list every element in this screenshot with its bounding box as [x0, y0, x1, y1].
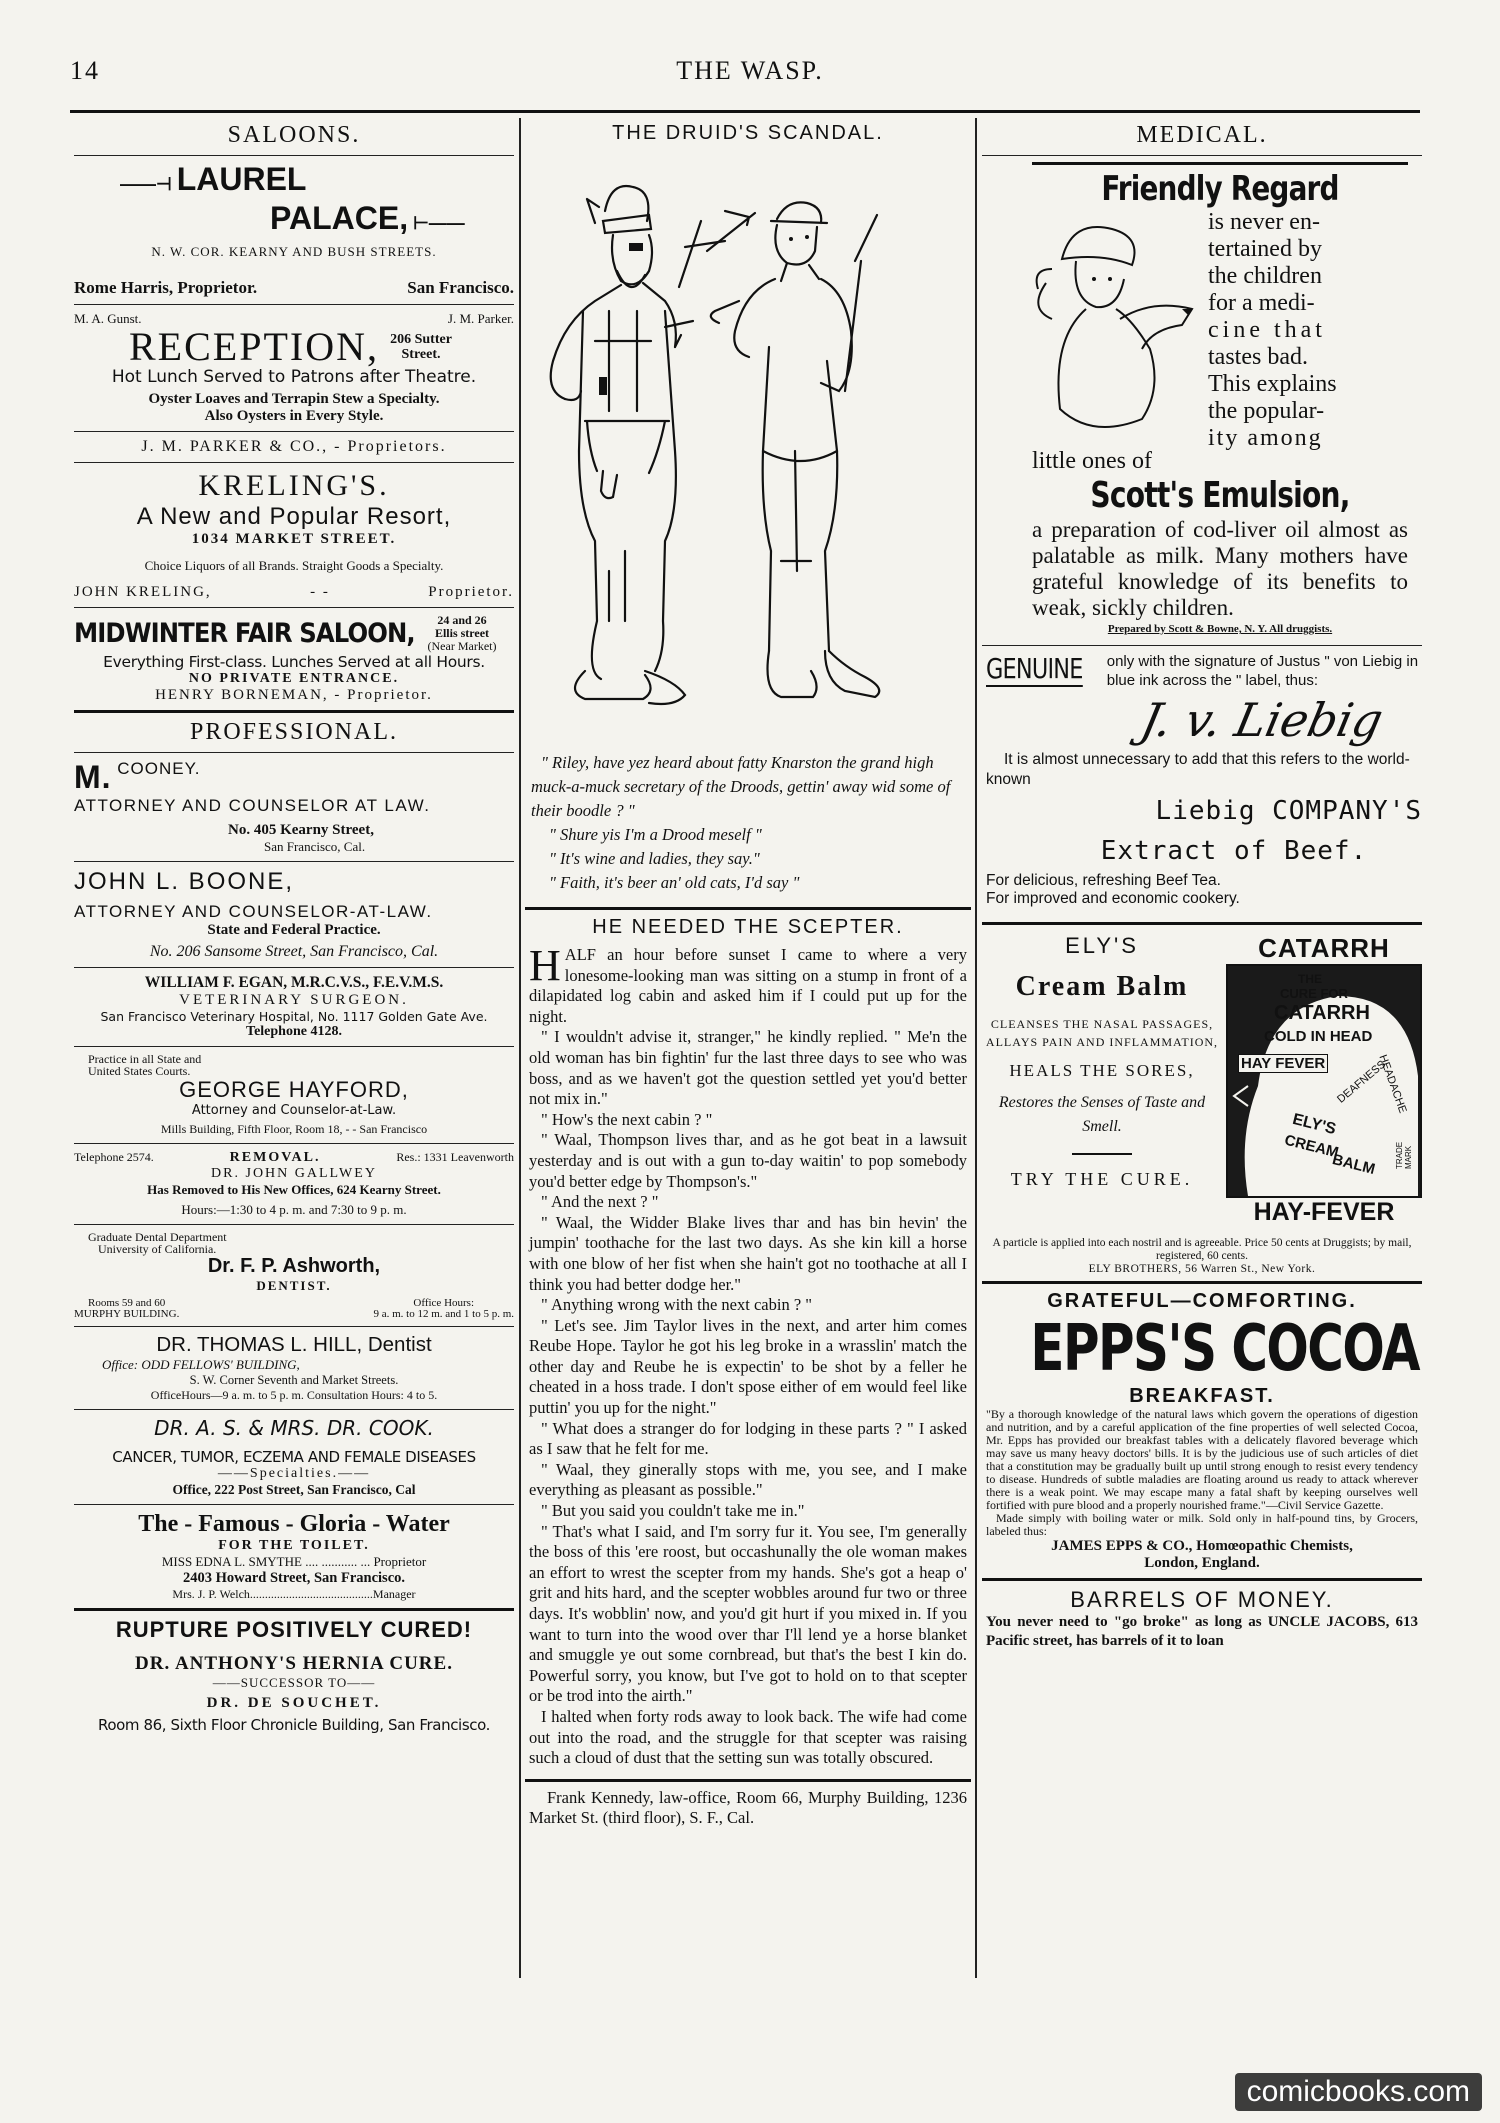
gloria-name: The - Famous - Gloria - Water — [138, 1511, 450, 1537]
midwinter-address-2: Ellis street — [434, 626, 490, 640]
elys-box-cream: CREAM — [1282, 1131, 1341, 1162]
laurel-city: San Francisco. — [407, 278, 514, 297]
cooney-name: COONEY. — [117, 759, 201, 778]
divider — [982, 1281, 1422, 1284]
hayford-title: Attorney and Counselor-at-Law. — [191, 1103, 397, 1118]
reception-line-1: Hot Lunch Served to Patrons after Theatre. — [111, 367, 477, 387]
cartoon-illustration — [525, 151, 971, 751]
gallwey-phone: Telephone 2574. — [74, 1150, 154, 1164]
watermark: comicbooks.com — [1235, 2073, 1482, 2111]
gallwey-res: Res.: 1331 Leavenworth — [396, 1150, 514, 1164]
reception-address: 206 Sutter Street. — [390, 332, 452, 362]
kreling-dashes: - - — [310, 584, 330, 600]
gloria-address: 2403 Howard Street, San Francisco. — [182, 1570, 406, 1586]
laurel-name-2: PALACE, — [270, 200, 409, 236]
story-para-1: ALF an hour before sunset I came to where a very lonesome-looking man was sitting on a stump in front of a dilapidated log cabin and asked him if I could put up for the night. — [529, 945, 967, 1026]
midwinter-proprietor: HENRY BORNEMAN, - Proprietor. — [155, 687, 433, 703]
caption-line-4: " Faith, it's beer an' old cats, I'd say " — [549, 873, 800, 892]
elys-box-elys: ELY'S — [1290, 1110, 1338, 1139]
cook-name: DR. A. S. & MRS. DR. COOK. — [154, 1416, 434, 1440]
story-para-8: " Let's see. Jim Taylor lives in the next, and arter him comes Reube Hope. Taylor he got his leg broke in a wrasslin' match the other day and Reube he is expectin' to be shot by a feller he cheated in a hoss trade. I don't spose either of em would feel like puttin' you up for the night." — [529, 1315, 967, 1418]
divider — [74, 861, 514, 862]
divider — [525, 1779, 971, 1782]
ashworth-rooms-2: MURPHY BUILDING. — [74, 1308, 180, 1320]
gloria-for: FOR THE TOILET. — [218, 1538, 370, 1553]
divider — [74, 1409, 514, 1410]
gallwey-line-1: Has Removed to His New Offices, 624 Kearny Street. — [147, 1182, 441, 1197]
story-para-11: " But you said you couldn't take me in." — [541, 1501, 805, 1521]
story-para-10: " Waal, they ginerally stops with me, you see, and I make everything as pleasant as possible." — [529, 1459, 967, 1500]
epps-name: EPPS'S COCOA — [1030, 1312, 1419, 1386]
ashworth-name: Dr. F. P. Ashworth, — [207, 1255, 381, 1277]
rupture-successor: ——SUCCESSOR TO—— — [212, 1675, 376, 1690]
ad-cooney — [74, 759, 514, 855]
hill-address: S. W. Corner Seventh and Market Streets. — [189, 1373, 399, 1387]
divider — [74, 462, 514, 463]
kreling-tagline: A New and Popular Resort, — [136, 503, 452, 530]
scott-line-after: little ones of — [1032, 448, 1152, 474]
boone-line-1: State and Federal Practice. — [207, 922, 381, 938]
story-para-3: " How's the next cabin ? " — [541, 1109, 713, 1129]
laurel-proprietor: Rome Harris, Proprietor. — [74, 278, 258, 297]
elys-box-catarrh: CATARRH — [1274, 1002, 1370, 1024]
liebig-note: only with the signature of Justus " von Liebig in blue ink across the " label, thus: — [1106, 653, 1419, 689]
ad-gloria-water — [74, 1511, 514, 1602]
reception-left-name: M. A. Gunst. — [74, 311, 142, 326]
epps-head: GRATEFUL—COMFORTING. — [1047, 1290, 1357, 1312]
liebig-genuine: GENUINE — [986, 652, 1083, 685]
divider — [74, 967, 514, 968]
liebig-line-3: For improved and economic cookery. — [986, 890, 1240, 907]
ad-barrels-of-money — [982, 1587, 1422, 1651]
divider — [74, 607, 514, 608]
cook-line-3: Office, 222 Post Street, San Francisco, Cal — [172, 1482, 416, 1497]
hayford-name: GEORGE HAYFORD, — [179, 1077, 409, 1102]
scott-line-1: is never en- — [1208, 209, 1320, 235]
boone-name: JOHN L. BOONE, — [74, 868, 295, 895]
scott-line-6: tastes bad. — [1208, 344, 1308, 370]
elys-restores: Restores the Senses of Taste and Smell. — [998, 1094, 1206, 1135]
gallwey-removal: REMOVAL. — [229, 1150, 321, 1165]
divider — [74, 1608, 514, 1611]
elys-name: Cream Balm — [1015, 971, 1189, 1002]
elys-try: TRY THE CURE. — [1010, 1169, 1194, 1189]
divider — [982, 1578, 1422, 1581]
story-para-12: " That's what I said, and I'm sorry fur it. You see, I'm generally the boss of this 'ere roost, but occashunally the ole woman makes an effort to wrest the scepter from my hands. She's got a heap o' grit and hits hard, and the scepter wobbles around fur two or three days. It's wobblin' now, and you'd git hurt if you mixed in. If you want to turn into the wood over thar I'll lend ye a horse blanket and smuggle ye out some cornbread, but that's the best I kin do. Powerful sorry, you know, but I've got to hold on to that scepter or be trod into the airth." — [529, 1521, 967, 1706]
ad-laurel-palace: ——⊣ LAUREL PALACE, ⊢—— N. W. COR. KEARNY AND BUSH STREETS. Rome Harris, Proprietor. San Francisco. — [74, 161, 514, 297]
elys-box-bottom: HAY-FEVER — [1253, 1198, 1395, 1226]
publication-title: THE WASP. — [676, 56, 824, 85]
scepter-head: HE NEEDED THE SCEPTER. — [592, 916, 904, 938]
hayford-note-2: United States Courts. — [88, 1064, 191, 1078]
liebig-line-2: For delicious, refreshing Beef Tea. — [986, 872, 1221, 889]
ad-ashworth — [74, 1231, 514, 1320]
kreling-note: Choice Liquors of all Brands. Straight Goods a Specialty. — [144, 558, 444, 573]
scott-line-4: for a medi- — [1208, 290, 1315, 316]
ashworth-note-2: University of California. — [98, 1242, 217, 1256]
liebig-signature: J. v. Liebig — [1136, 693, 1388, 747]
divider — [74, 710, 514, 713]
column-druid-scandal — [525, 118, 971, 1998]
rupture-address: Room 86, Sixth Floor Chronicle Building, San Francisco. — [98, 1716, 490, 1734]
divider — [74, 1046, 514, 1047]
elys-box-price: 50c — [1378, 1172, 1400, 1187]
epps-city: London, England. — [1144, 1555, 1260, 1571]
divider — [74, 1143, 514, 1144]
gallwey-hours: Hours:—1:30 to 4 p. m. and 7:30 to 9 p. m. — [181, 1202, 407, 1217]
elys-box-headache: HEADACHE — [1376, 1053, 1409, 1115]
cartoon-caption — [525, 751, 971, 895]
divider — [982, 155, 1422, 156]
egan-address: San Francisco Veterinary Hospital, No. 1117 Golden Gate Ave. — [100, 1009, 488, 1024]
story-para-13: I halted when forty rods away to look back. The wife had come out into the road, and the struggle for that scepter was raising such a cloud of dust that the setting sun was totally obscured. — [529, 1706, 967, 1768]
epps-maker: JAMES EPPS & CO., Homœopathic Chemists, — [1051, 1538, 1353, 1554]
ashworth-rooms-1: Rooms 59 and 60 — [88, 1297, 166, 1309]
ad-egan — [74, 974, 514, 1040]
kreling-proprietor-name: JOHN KRELING, — [74, 584, 212, 600]
elys-box-cure: CURE FOR — [1280, 986, 1348, 1001]
elys-box-deaf: DEAFNESS — [1335, 1058, 1389, 1106]
ad-midwinter-fair — [74, 614, 514, 704]
caption-line-1: " Riley, have yez heard about fatty Knarston the grand high muck-a-muck secretary of the Droods, gettin' away wid some of their boodle ? " — [531, 753, 951, 820]
epps-body-2: Made simply with boiling water or milk. Sold only in half-pound tins, by Grocers, labeled thus: — [986, 1511, 1418, 1538]
ashworth-note-1: Graduate Dental Department — [88, 1230, 227, 1244]
epps-sub: BREAKFAST. — [1129, 1385, 1275, 1407]
elys-box-hay: HAY FEVER — [1238, 1054, 1328, 1073]
story-initial: H — [529, 941, 561, 990]
ashworth-hours-2: 9 a. m. to 12 m. and 1 to 5 p. m. — [373, 1308, 514, 1320]
egan-phone: Telephone 4128. — [246, 1024, 342, 1039]
ad-hayford — [74, 1053, 514, 1137]
kreling-proprietor-title: Proprietor. — [428, 584, 514, 600]
column-divider-1 — [519, 118, 521, 1978]
page-number: 14 — [70, 56, 100, 85]
cooney-initial: M. — [74, 759, 112, 795]
kreling-address: 1034 MARKET STREET. — [191, 531, 397, 547]
ad-gallwey — [74, 1150, 514, 1218]
hayford-address: Mills Building, Fifth Floor, Room 18, - - San Francisco — [160, 1122, 428, 1136]
scott-line-2: tertained by — [1208, 236, 1322, 262]
divider — [74, 431, 514, 432]
header-rule — [70, 110, 1420, 113]
caption-line-2: " Shure yis I'm a Drood meself " — [549, 825, 762, 844]
midwinter-line-2: NO PRIVATE ENTRANCE. — [188, 671, 400, 686]
ad-liebig — [982, 652, 1422, 908]
ad-elys-cream-balm — [982, 933, 1422, 1227]
reception-line-2: Oyster Loaves and Terrapin Stew a Specialty. — [148, 391, 440, 407]
scott-line-8: the popular- — [1208, 398, 1325, 424]
story-para-6: " Waal, the Widder Blake lives thar and has bin hevin' the jumpin' toothache for the last two days. As she kin kill a horse with one blow of her fist when she hain't got no toothache at all I think you had better dodge her." — [529, 1212, 967, 1294]
divider — [74, 1504, 514, 1505]
elys-footer-2: ELY BROTHERS, 56 Warren St., New York. — [1088, 1263, 1316, 1275]
cooney-city: San Francisco, Cal. — [264, 839, 366, 854]
midwinter-address-1: 24 and 26 — [437, 613, 487, 627]
gloria-proprietor: MISS EDNA L. SMYTHE .... ........... ... Proprietor — [161, 1554, 427, 1569]
elys-brand: ELY'S — [1065, 933, 1139, 958]
boone-address: No. 206 Sansome Street, San Francisco, Cal. — [149, 943, 439, 960]
scott-line-7: This explains — [1208, 371, 1337, 397]
elys-line-1: CLEANSES THE NASAL PASSAGES, ALLAYS PAIN AND INFLAMMATION, — [985, 1017, 1219, 1049]
divider — [1072, 1153, 1132, 1155]
story-body — [525, 941, 971, 1769]
gallwey-name: DR. JOHN GALLWEY — [211, 1166, 377, 1181]
ashworth-hours-1: Office Hours: — [413, 1297, 475, 1309]
divider — [982, 645, 1422, 646]
story-para-4: " Waal, Thompson lives thar, and as he got beat in a lawsuit yesterday and is out with a gun to-day waitin' to pop somebody you'd better edge by Thompson's." — [529, 1130, 967, 1191]
rupture-head: RUPTURE POSITIVELY CURED! — [115, 1617, 473, 1642]
rupture-name: DR. ANTHONY'S HERNIA CURE. — [135, 1653, 453, 1674]
kennedy-notice: Frank Kennedy, law-office, Room 66, Murphy Building, 1236 Market St. (third floor), S. F., Cal. — [529, 1787, 967, 1828]
scott-line-3: the children — [1208, 263, 1322, 289]
midwinter-line-1: Everything First-class. Lunches Served at all Hours. — [103, 653, 485, 671]
caption-line-3: " It's wine and ladies, they say." — [549, 849, 760, 868]
section-professional: PROFESSIONAL. — [189, 719, 399, 745]
cook-line-2: ——Specialties.—— — [217, 1466, 371, 1481]
divider — [74, 155, 514, 156]
boone-title: ATTORNEY AND COUNSELOR-AT-LAW. — [74, 902, 433, 921]
midwinter-address-3: (Near Market) — [427, 639, 497, 653]
divider — [74, 1224, 514, 1225]
column-saloons-professional — [74, 118, 514, 1998]
liebig-name-1: Liebig COMPANY'S — [1155, 796, 1422, 826]
elys-box-balm: BALM — [1330, 1151, 1377, 1178]
scott-footer: Prepared by Scott & Bowne, N. Y. All druggists. — [1107, 623, 1333, 635]
ad-epps-cocoa — [982, 1290, 1422, 1572]
page-header — [70, 56, 1430, 96]
scott-line-5: cine that — [1208, 317, 1326, 343]
cooney-address: No. 405 Kearny Street, — [228, 822, 374, 838]
divider — [74, 752, 514, 753]
rupture-doctor: DR. DE SOUCHET. — [206, 1695, 382, 1711]
column-medical — [982, 118, 1422, 1998]
ad-rupture — [74, 1617, 514, 1734]
column-divider-2 — [975, 118, 977, 1978]
elys-box-cold: COLD IN HEAD — [1264, 1028, 1373, 1045]
liebig-name-2: Extract of Beef. — [1100, 836, 1368, 866]
cook-line-1: CANCER, TUMOR, ECZEMA AND FEMALE DISEASES — [112, 1448, 476, 1466]
reception-line-3: Also Oysters in Every Style. — [204, 408, 384, 424]
elys-box-top: CATARRH — [1258, 933, 1390, 963]
section-medical: MEDICAL. — [1136, 122, 1268, 148]
child-and-dog-illustration — [1032, 209, 1202, 449]
scott-title: Friendly Regard — [1101, 169, 1339, 209]
ad-scotts-emulsion — [982, 162, 1422, 635]
laurel-name-1: LAUREL — [176, 161, 307, 197]
ad-krelings — [74, 469, 514, 601]
ashworth-title: DENTIST. — [256, 1278, 332, 1293]
egan-title: VETERINARY SURGEON. — [179, 992, 409, 1008]
epps-body: "By a thorough knowledge of the natural laws which govern the operations of digestion and nutrition, and by a careful application of the fine properties of well selected Cocoa, Mr. Epps has provided our breakfast tables with a delicately flavored beverage which may save us many heavy doctors' bills. It is by the judicious use of such articles of diet that a constitution may be gradually built up until strong enough to resist every tendency to disease. Hundreds of subtle maladies are floating around us ready to attack wherever there is a weak point. We may escape many a fatal shaft by keeping ourselves well fortified with pure blood and a properly nourished frame."—Civil Service Gazette. — [986, 1407, 1418, 1512]
ad-boone — [74, 868, 514, 961]
section-saloons: SALOONS. — [227, 122, 361, 148]
druid-head: THE DRUID'S SCANDAL. — [612, 122, 884, 144]
hill-office: Office: ODD FELLOWS' BUILDING, — [102, 1357, 300, 1372]
scott-body: a preparation of cod-liver oil almost as palatable as milk. Many mothers have grateful knowledge of its benefits to weak, sickly children. — [1032, 517, 1408, 620]
hill-hours: OfficeHours—9 a. m. to 5 p. m. Consultation Hours: 4 to 5. — [150, 1388, 438, 1402]
cooney-title: ATTORNEY AND COUNSELOR AT LAW. — [74, 796, 431, 815]
reception-right-name: J. M. Parker. — [447, 311, 514, 326]
hayford-note-1: Practice in all State and — [88, 1052, 202, 1066]
reception-name: RECEPTION, — [129, 324, 379, 369]
kreling-name: KRELING'S. — [198, 469, 390, 502]
divider — [74, 1326, 514, 1327]
story-para-7: " Anything wrong with the next cabin ? " — [541, 1295, 813, 1315]
ad-cook — [74, 1416, 514, 1498]
ad-reception — [74, 311, 514, 456]
story-para-9: " What does a stranger do for lodging in these parts ? " I asked as I saw that he felt for me. — [529, 1418, 967, 1459]
divider — [982, 922, 1422, 925]
scott-product: Scott's Emulsion, — [1090, 475, 1350, 516]
story-para-2: " I wouldn't advise it, stranger," he kindly replied. " Me'n the old woman has bin fightin' fur the last three days to see who was boss, and as we haven't got the question settled yet you'd better not mix in." — [529, 1027, 967, 1109]
ad-hill — [74, 1333, 514, 1403]
barrels-body: You never need to "go broke" as long as UNCLE JACOBS, 613 Pacific street, has barrels of it to loan — [986, 1614, 1418, 1649]
gloria-manager: Mrs. J. P. Welch.........................................Manager — [172, 1587, 416, 1601]
divider — [525, 907, 971, 910]
elys-box-the: THE — [1298, 972, 1322, 986]
elys-heals: HEALS THE SORES, — [1009, 1061, 1195, 1080]
divider — [74, 304, 514, 305]
story-para-5: " And the next ? " — [541, 1192, 659, 1212]
scott-line-9: ity among — [1208, 425, 1323, 451]
reception-proprietor: J. M. PARKER & CO., - Proprietors. — [141, 438, 447, 455]
elys-product-box — [1226, 964, 1422, 1198]
liebig-line-1: It is almost unnecessary to add that this refers to the world-known — [986, 751, 1410, 788]
midwinter-name: MIDWINTER FAIR SALOON, — [74, 618, 415, 649]
elys-box-trademark: TRADE MARK — [1395, 1141, 1413, 1169]
laurel-address: N. W. COR. KEARNY AND BUSH STREETS. — [151, 244, 437, 259]
elys-footer-1: A particle is applied into each nostril and is agreeable. Price 50 cents at Druggists; by mail, registered, 60 cents. — [992, 1237, 1412, 1262]
egan-name: WILLIAM F. EGAN, M.R.C.V.S., F.E.V.M.S. — [144, 974, 444, 991]
hill-name: DR. THOMAS L. HILL, Dentist — [156, 1333, 432, 1356]
divider — [1032, 162, 1408, 165]
barrels-head: BARRELS OF MONEY. — [1070, 1587, 1334, 1612]
